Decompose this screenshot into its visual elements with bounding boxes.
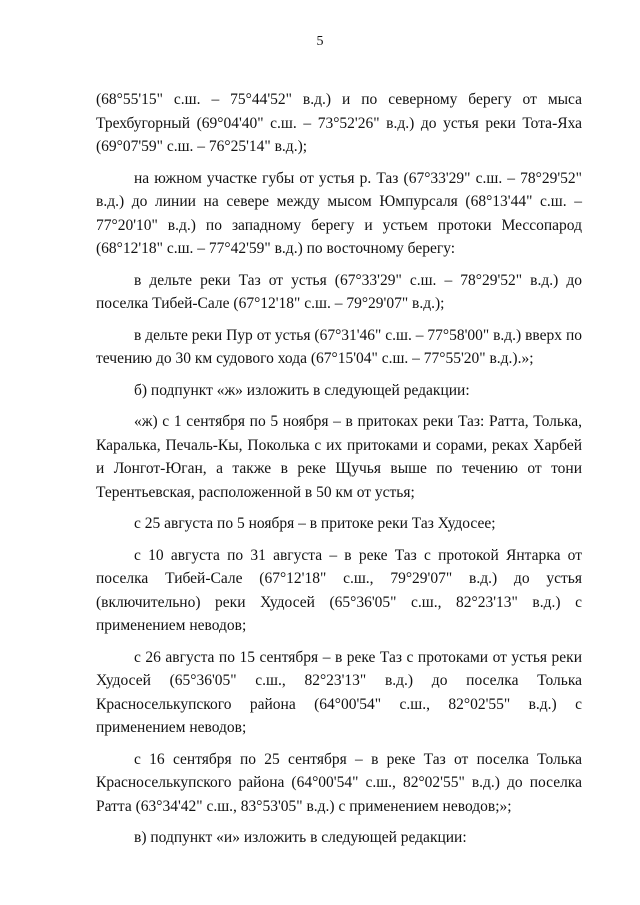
paragraph: в) подпункт «и» изложить в следующей редакции:: [134, 829, 467, 846]
paragraph: с 16 сентября по 25 сентября – в реке Таз от поселка Толька Красноселькупского района (64°00'54" с.ш., 82°02'55" в.д.) до поселка Ратта (63°34'42" с.ш., 83°53'05" в.д.) с применением неводов;»;: [96, 750, 582, 815]
paragraph: с 26 августа по 15 сентября – в реке Таз с протоками от устья реки Худосей (65°36'05" с.ш., 82°23'13" в.д.) до поселка Толька Красноселькупского района (64°00'54" с.ш., 82°02'55" в.д.) с применением неводов;: [96, 648, 582, 736]
paragraph: в дельте реки Таз от устья (67°33'29" с.ш. – 78°29'52" в.д.) до поселка Тибей-Сале (67°12'18" с.ш. – 79°29'07" в.д.);: [96, 271, 582, 312]
paragraph: на южном участке губы от устья р. Таз (67°33'29" с.ш. – 78°29'52" в.д.) до линии на севере между мысом Юмпурсаля (68°13'44" с.ш. – 77°20'10" в.д.) по западному берегу и устьем протоки Мессопарод (68°12'18" с.ш. – 77°42'59" в.д.) по восточному берегу:: [96, 169, 582, 257]
paragraph: в дельте реки Пур от устья (67°31'46" с.ш. – 77°58'00" в.д.) вверх по течению до 30 км судового хода (67°15'04" с.ш. – 77°55'20" в.д.).»;: [96, 326, 582, 367]
paragraph: с 25 августа по 5 ноября – в притоке реки Таз Худосее;: [134, 515, 496, 532]
paragraph: (68°55'15" с.ш. – 75°44'52" в.д.) и по северному берегу от мыса Трехбугорный (69°04'40" с.ш. – 73°52'26" в.д.) до устья реки Тота-Яха (69°07'59" с.ш. – 76°25'14" в.д.);: [96, 91, 582, 155]
page-number: 5: [316, 34, 324, 49]
paragraph: с 10 августа по 31 августа – в реке Таз с протокой Янтарка от поселка Тибей-Сале (67°12'18" с.ш., 79°29'07" в.д.) до устья (включительно) реки Худосей (65°36'05" с.ш., 82°23'13" в.д.) с применением неводов;: [96, 546, 582, 634]
paragraph: «ж) с 1 сентября по 5 ноября – в притоках реки Таз: Ратта, Толька, Каралька, Печаль-Кы, Поколька с их притоками и сорами, реках Харбей и Лонгот-Юган, а также в реке Щучья выше по течению от тони Терентьевская, расположенной в 50 км от устья;: [96, 413, 582, 501]
document-body: [96, 88, 582, 850]
paragraph: б) подпункт «ж» изложить в следующей редакции:: [134, 381, 470, 399]
